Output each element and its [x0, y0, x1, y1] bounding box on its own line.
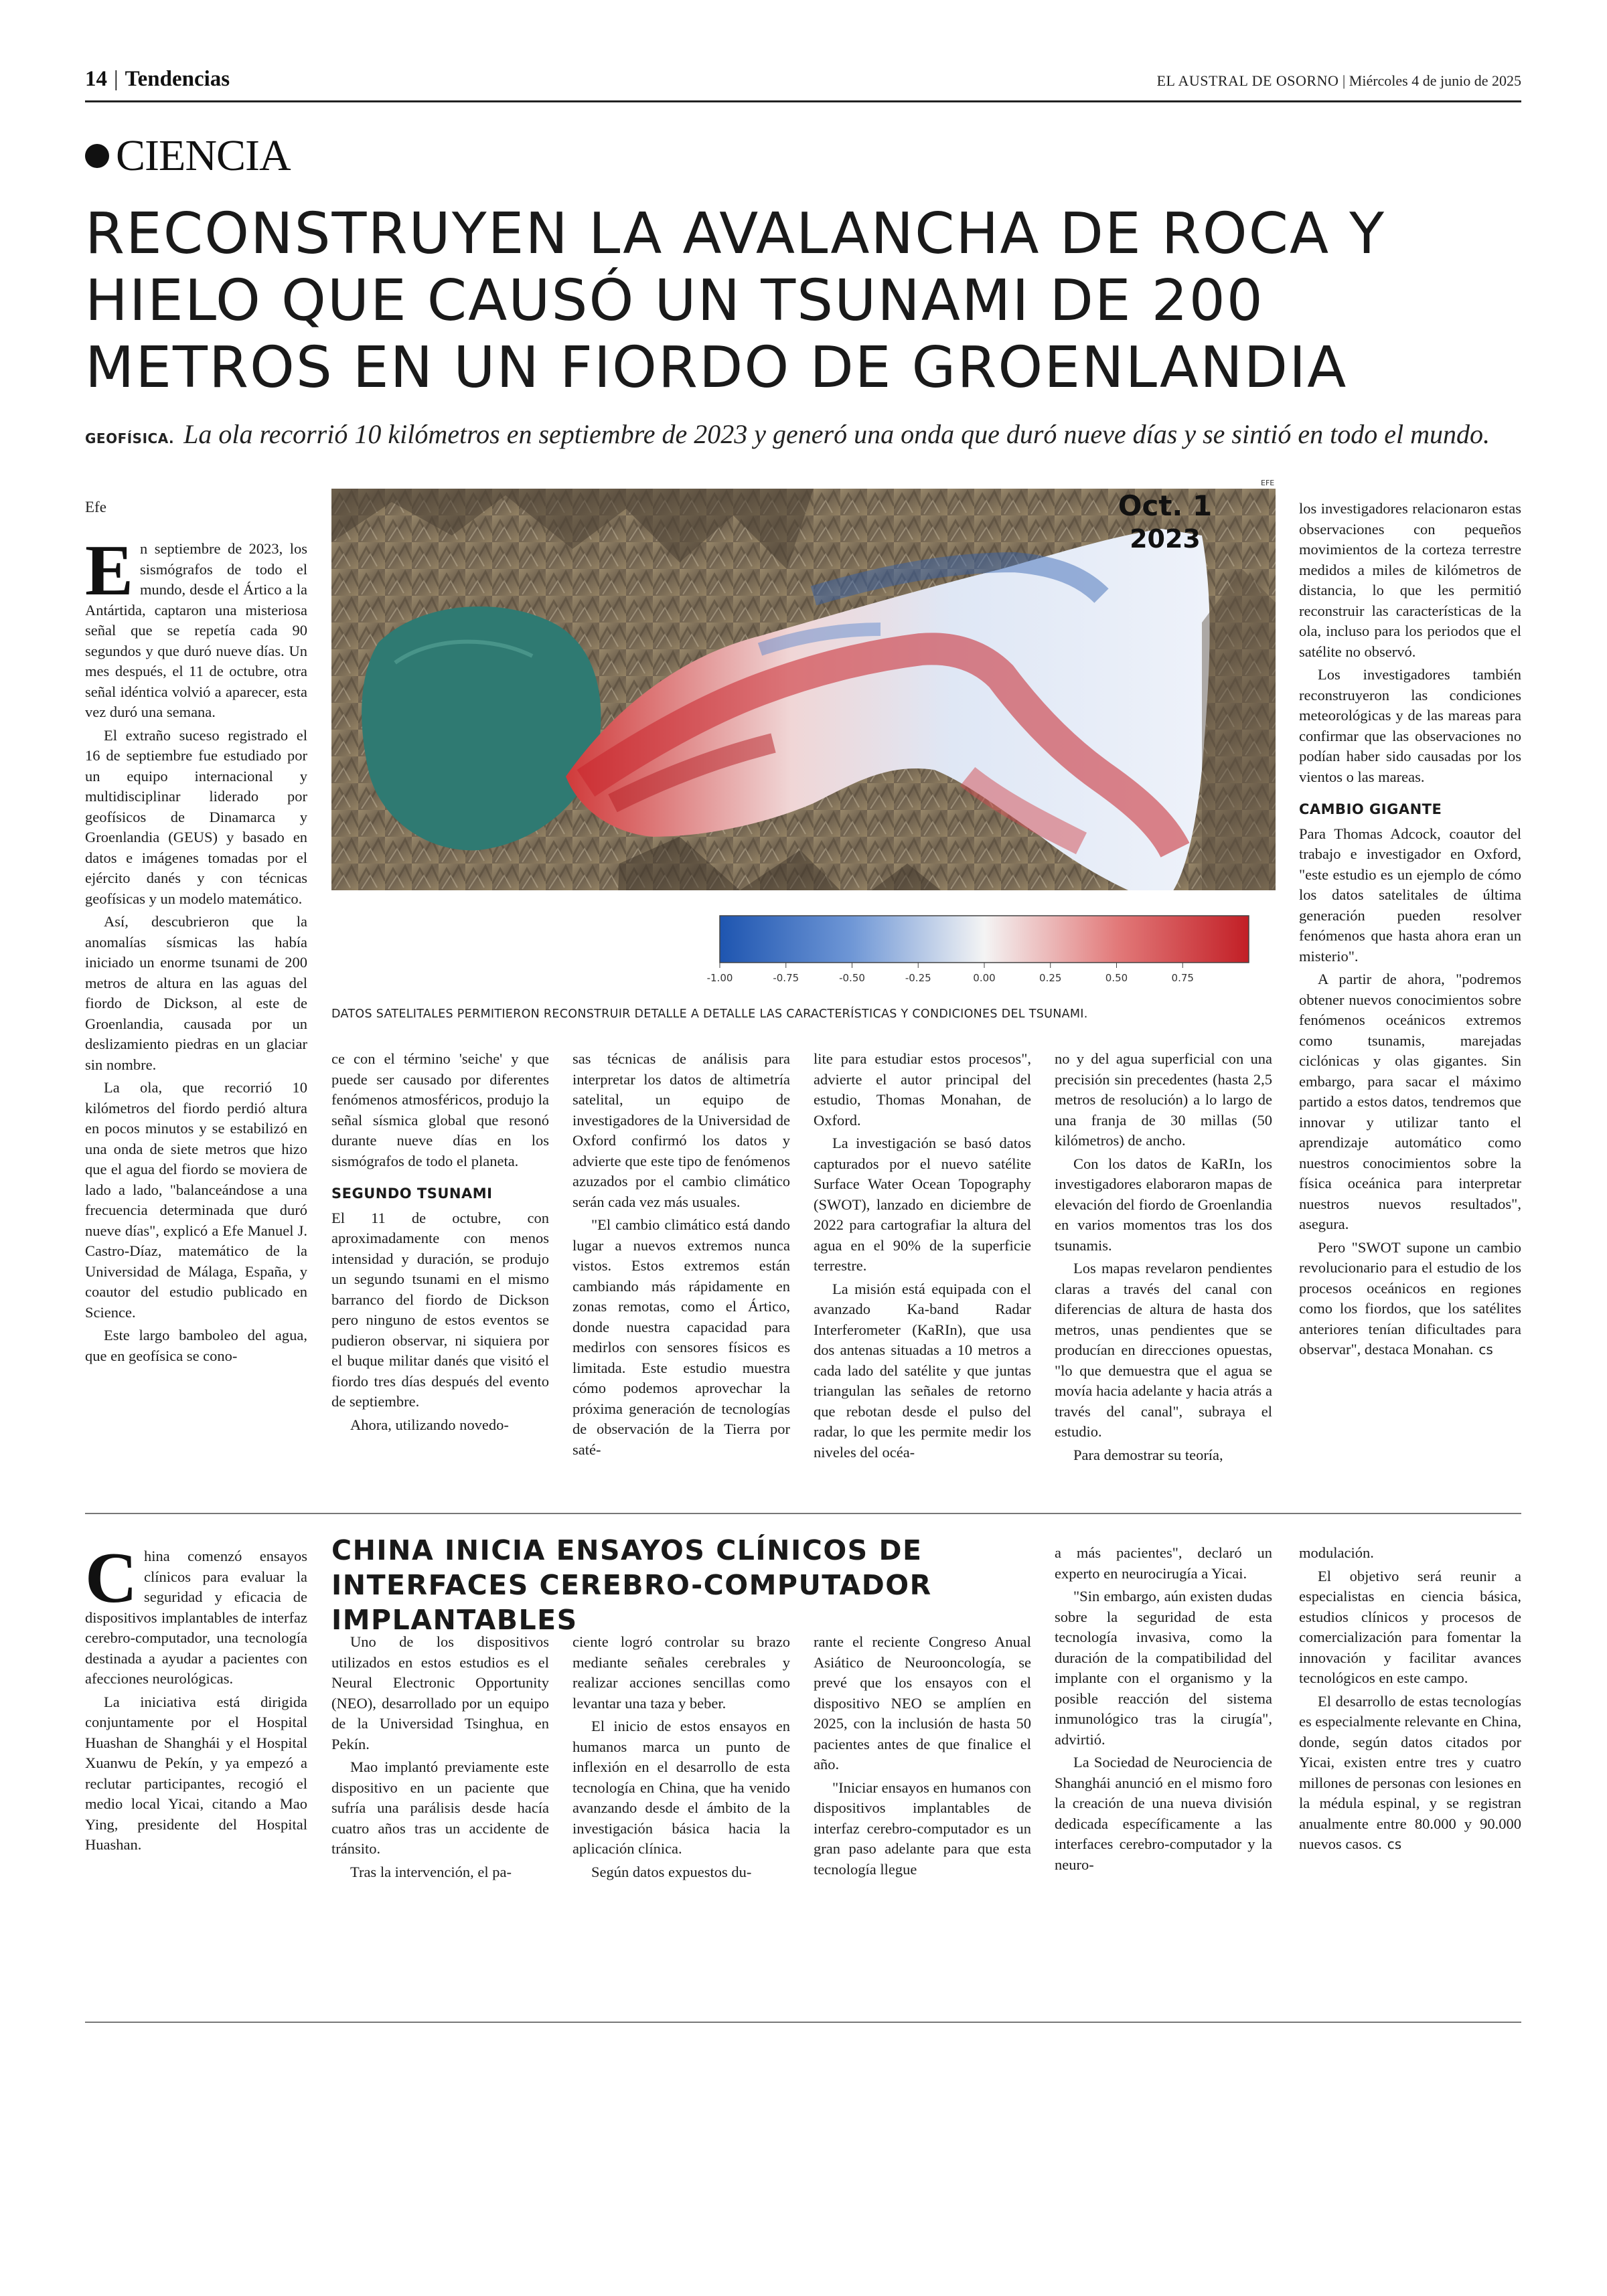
- page-number: 14: [85, 67, 107, 91]
- paragraph: lite para estudiar estos procesos", advierte el autor principal del estudio, Thomas Monahan, de Oxford.: [814, 1050, 1031, 1129]
- section-tag-label: CIENCIA: [116, 131, 291, 180]
- article2-column-6: [1299, 1543, 1521, 1858]
- subheadline-text: La ola recorrió 10 kilómetros en septiembre de 2023 y generó una onda que duró nueve días y se sintió en todo el mundo.: [183, 419, 1490, 449]
- paragraph: La investigación se basó datos capturados por el nuevo satélite Surface Water Ocean Topography (SWOT), lanzado en diciembre de 2022 para cartografiar la altura del agua en el 90% de la superficie terrestre.: [814, 1135, 1031, 1274]
- paragraph: Según datos expuestos du-: [591, 1863, 752, 1880]
- paragraph: "Sin embargo, aún existen dudas sobre la seguridad de esta tecnología invasiva, como la duración de la compatibilidad del implante con el organismo y la posible reacción del sistema inmunológico tras la cirugía", advirtió.: [1055, 1588, 1272, 1748]
- satellite-map: [331, 489, 1276, 1004]
- paragraph: "Iniciar ensayos en humanos con dispositivos implantables de interfaz cerebro-computador es un gran paso adelante para que esta tecnología llegue: [814, 1779, 1031, 1878]
- paragraph: La Sociedad de Neurociencia de Shanghái anunció en el mismo foro la creación de una nueva división dedicada específicamente a las interfaces cerebro-computador y la neuro-: [1055, 1754, 1272, 1873]
- subhead: CAMBIO GIGANTE: [1299, 801, 1442, 817]
- paragraph: A partir de ahora, "podremos obtener nuevos conocimientos sobre fenómenos oceánicos extremos como tsunamis, marejadas ciclónicas y olas gigantes. Sin embargo, para sacar el máximo partido a estos datos, tendremos que innovar y utilizar tanto el aprendizaje automático como nuestros conocimientos sobre la física oceánica para interpretar nuestros nuevos resultados", asegura.: [1299, 971, 1521, 1232]
- paragraph: Este largo bamboleo del agua, que en geofísica se cono-: [85, 1327, 307, 1364]
- paragraph: Para Thomas Adcock, coautor del trabajo e investigador en Oxford, "este estudio es un ejemplo de cómo los datos satelitales de última generación pueden resolver fenómenos que hasta ahora eran un misterio".: [1299, 825, 1521, 965]
- article-divider: [85, 1513, 1521, 1514]
- map-year-label: 2023: [1130, 524, 1201, 554]
- paragraph: Los investigadores también reconstruyeron las condiciones meteorológicas y de las mareas para confirmar que las observaciones no podían haber sido causadas por los vientos o las mareas.: [1299, 666, 1521, 785]
- byline: Efe: [85, 499, 106, 515]
- page-header-left: 14 | Tendencias: [85, 67, 230, 91]
- paragraph: Mao implantó previamente este dispositivo en un paciente que sufría una parálisis desde hacía cuatro años tras un accidente de tránsito.: [331, 1758, 549, 1857]
- article2-column-1: [85, 1538, 307, 1858]
- paragraph: Tras la intervención, el pa-: [350, 1863, 512, 1880]
- kicker: GEOFÍSICA.: [85, 430, 175, 446]
- paragraph: El desarrollo de estas tecnologías es especialmente relevante en China, donde, según datos citados por Yicai, existen entre tres y cuatro millones de personas con lesiones en la médula espinal, y se registran anualmente entre 80.000 y 90.000 nuevos casos. cs: [1299, 1692, 1521, 1852]
- paragraph: Para demostrar su teoría,: [1073, 1446, 1223, 1463]
- article1-column-6: [1299, 499, 1521, 1363]
- article-headline: RECONSTRUYEN LA AVALANCHA DE ROCA Y HIELO QUE CAUSÓ UN TSUNAMI DE 200 METROS EN UN FIORDO DE GROENLANDIA: [85, 201, 1386, 401]
- paragraph: En septiembre de 2023, los sismógrafos de todo el mundo, desde el Ártico a la Antártida, captaron una misteriosa señal que se repetía cada 90 segundos y que duró nueve días. Un mes después, el 11 de octubre, otra señal idéntica volvió a aparecer, esta vez duró una semana.: [85, 531, 307, 720]
- satellite-image: [331, 489, 1276, 1004]
- article1-column-4: [814, 1049, 1031, 1465]
- paragraph: Con los datos de KaRIn, los investigadores elaboraron mapas de elevación del fiordo de Groenlandia en varios momentos tras los dos tsunamis.: [1055, 1155, 1272, 1254]
- dropcap: C: [85, 1538, 137, 1618]
- paragraph: La ola, que recorrió 10 kilómetros del fiordo perdió altura en pocos minutos y se estabilizó en una onda de siete metros que hizo que el agua del fiordo se moviera de lado a lado, "balanceándose a una frecuencia determinada que duró nueve días", explicó a Efe Manuel J. Castro-Díaz, matemático de la Universidad de Málaga, España, y coautor del estudio publicado en Science.: [85, 1079, 307, 1321]
- map-date-label: Oct. 1: [1118, 489, 1213, 522]
- header-rule: [85, 100, 1521, 102]
- paragraph: Uno de los dispositivos utilizados en estos estudios es el Neural Electronic Opportunity (NEO), desarrollado por un equipo de la Universidad Tsinghua, en Pekín.: [331, 1633, 549, 1752]
- publication-date: Miércoles 4 de junio de 2025: [1349, 72, 1521, 89]
- section-label: Tendencias: [125, 67, 230, 91]
- paragraph: sas técnicas de análisis para interpretar los datos de altimetría satelital, un equipo de investigadores de la Universidad de Oxford confirmó los datos y advierte que este tipo de fenómenos azuzados por el cambio climático serán cada vez más usuales.: [572, 1050, 790, 1210]
- colorbar-tick-label: -0.25: [905, 972, 931, 984]
- paragraph: China comenzó ensayos clínicos para evaluar la seguridad y eficacia de dispositivos implantables de interfaz cerebro-computador, una tecnología destinada a ayudar a pacientes con afecciones neurológicas.: [85, 1538, 307, 1687]
- paragraph: El objetivo será reunir a especialistas en ciencia básica, estudios clínicos y procesos de comercialización para fomentar la innovación y facilitar avances tecnológicos en este campo.: [1299, 1567, 1521, 1686]
- photo-caption: DATOS SATELITALES PERMITIERON RECONSTRUIR DETALLE A DETALLE LAS CARACTERÍSTICAS Y CONDICIONES DEL TSUNAMI.: [331, 1007, 1088, 1021]
- paragraph: "El cambio climático está dando lugar a nuevos extremos nunca vistos. Estos extremos están cambiando más rápidamente en zonas remotas, como el Ártico, donde nuestra capacidad para medirlos con sensores físicos es limitada. Este estudio muestra cómo podemos aprovechar la próxima generación de tecnologías de observación de la Tierra por saté-: [572, 1216, 790, 1458]
- article-subheadline: [85, 418, 1531, 450]
- photo-credit: EFE: [1261, 479, 1275, 487]
- paragraph: La misión está equipada con el avanzado Ka-band Radar Interferometer (KaRIn), que usa dos antenas situadas a 10 metros a cada lado del satélite y que juntas triangulan las señales de retorno que rebotan desde el pulso del radar, lo que les permite medir los niveles del océa-: [814, 1280, 1031, 1461]
- colorbar-tick-label: -1.00: [706, 972, 733, 984]
- article1-column-2: [331, 1049, 549, 1438]
- article2-headline: CHINA INICIA ENSAYOS CLÍNICOS DE INTERFACES CEREBRO-COMPUTADOR IMPLANTABLES: [331, 1534, 932, 1636]
- dropcap: E: [85, 531, 134, 610]
- colorbar-tick-label: 0.75: [1171, 972, 1194, 984]
- article2-column-2: [331, 1632, 549, 1885]
- page-header-right: EL AUSTRAL DE OSORNO | Miércoles 4 de junio de 2025: [1156, 72, 1521, 89]
- paragraph: rante el reciente Congreso Anual Asiático de Neurooncología, se prevé que los ensayos con el dispositivo NEO se amplíen en 2025, con la inclusión de hasta 50 pacientes antes de que finalice el año.: [814, 1633, 1031, 1773]
- colorbar-tick-label: 0.25: [1039, 972, 1062, 984]
- article1-column-3: [572, 1049, 790, 1463]
- page-bottom-rule: [85, 2022, 1521, 2023]
- article1-column-1: [85, 531, 307, 1369]
- paragraph: ce con el término 'seiche' y que puede ser causado por diferentes fenómenos atmosféricos, produjo la señal sísmica global que resonó durante nueve días en los sismógrafos de todo el planeta.: [331, 1050, 549, 1169]
- colorbar: [720, 916, 1249, 963]
- bullet-icon: [85, 144, 109, 168]
- subhead: SEGUNDO TSUNAMI: [331, 1185, 493, 1202]
- paragraph: El extraño suceso registrado el 16 de septiembre fue estudiado por un equipo internacional y multidisciplinar liderado por geofísicos de Dinamarca y Groenlandia (GEUS) y basado en datos e imágenes tomadas por el ejército danés y con técnicas geofísicas y un modelo matemático.: [85, 726, 307, 907]
- paragraph: La iniciativa está dirigida conjuntamente por el Hospital Huashan de Shanghái y el Hospital Xuanwu de Pekín, y ya empezó a reclutar participantes, recogió el medio local Yicai, citando a Mao Ying, presidente del Hospital Huashan.: [85, 1693, 307, 1853]
- end-mark-icon: cs: [1387, 1836, 1402, 1852]
- paragraph: Los mapas revelaron pendientes claras a través del canal con diferencias de altura de hasta dos metros, unas pendientes que se producían en direcciones opuestas, "lo que demuestra que el agua se movía hacia adelante y hacia atrás a través del canal", subraya el estudio.: [1055, 1260, 1272, 1440]
- colorbar-tick-label: 0.50: [1105, 972, 1128, 984]
- article1-column-5: [1055, 1049, 1272, 1468]
- paragraph: modulación.: [1299, 1544, 1374, 1561]
- paragraph: Así, descubrieron que la anomalías sísmicas las había iniciado un enorme tsunami de 200 metros de altura en las aguas del fiordo de Dickson, al este de Groenlandia, causada por un deslizamiento piedras en un glaciar sin nombre.: [85, 913, 307, 1073]
- paragraph: El inicio de estos ensayos en humanos marca un punto de inflexión en el desarrollo de esta tecnología en China, que ha venido avanzando desde el ámbito de la investigación básica hacia la aplicación clínica.: [572, 1718, 790, 1857]
- article2-column-3: [572, 1632, 790, 1885]
- colorbar-tick-label: -0.50: [839, 972, 865, 984]
- paragraph: a más pacientes", declaró un experto en neurocirugía a Yicai.: [1055, 1544, 1272, 1582]
- paragraph: ciente logró controlar su brazo mediante señales cerebrales y realizar acciones sencillas como levantar una taza y beber.: [572, 1633, 790, 1712]
- end-mark-icon: cs: [1478, 1341, 1493, 1358]
- paragraph: El 11 de octubre, con aproximadamente con menos intensidad y duración, se produjo un segundo tsunami en el mismo barranco del fiordo de Dickson pero ninguno de estos eventos se pudieron observar, ni siquiera por el buque militar danés que visitó el fiordo tres días después del evento de septiembre.: [331, 1209, 549, 1410]
- publication-name: EL AUSTRAL DE OSORNO: [1156, 72, 1339, 89]
- colorbar-tick-label: 0.00: [973, 972, 996, 984]
- article2-column-5: [1055, 1543, 1272, 1878]
- paragraph: Ahora, utilizando novedo-: [350, 1416, 509, 1433]
- paragraph: no y del agua superficial con una precisión sin precedentes (hasta 2,5 metros de resolución) a lo largo de una franja de 30 millas (50 kilómetros) de ancho.: [1055, 1050, 1272, 1149]
- section-tag: [85, 131, 291, 181]
- article2-column-4: [814, 1632, 1031, 1882]
- paragraph: Pero "SWOT supone un cambio revolucionario para el estudio de los procesos oceánicos en regiones como los fiordos, que los satélites anteriores tenían dificultades para observar", destaca Monahan. cs: [1299, 1238, 1521, 1358]
- paragraph: los investigadores relacionaron estas observaciones con pequeños movimientos de la corteza terrestre medidos a miles de kilómetros de distancia, lo que les permitió reconstruir las características de la ola, incluso para los periodos que el satélite no observó.: [1299, 500, 1521, 660]
- colorbar-tick-label: -0.75: [773, 972, 799, 984]
